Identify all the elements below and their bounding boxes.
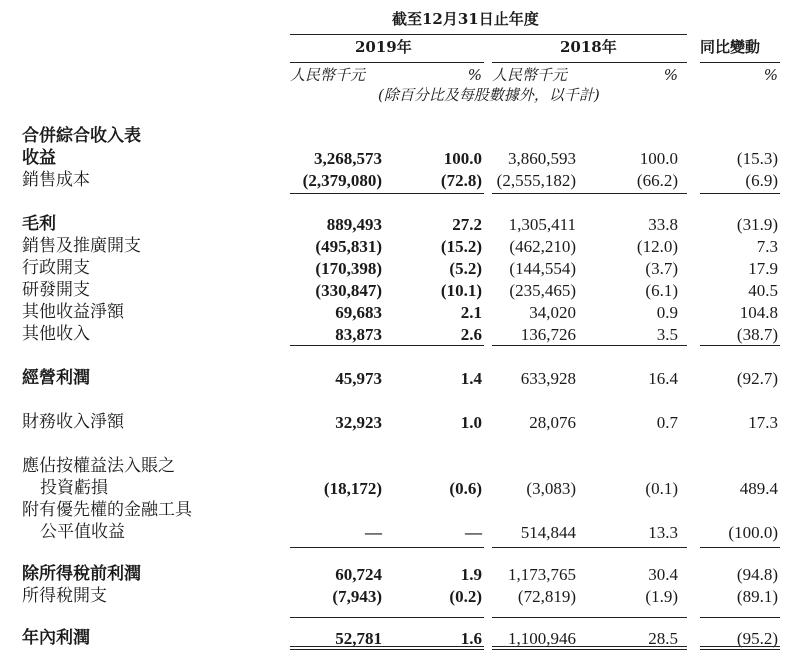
cell-p2018: 3.5: [656, 325, 678, 344]
row-label: 其他收益淨額: [22, 302, 124, 322]
double-rule-3a: [700, 646, 780, 647]
unit-pct-change: %: [763, 66, 778, 84]
cell-p2018: (1.9): [645, 587, 678, 606]
cell-p2018: 100.0: [639, 149, 678, 168]
row-label: 所得稅開支: [22, 586, 107, 606]
cell-v2018: 3,860,593: [508, 149, 576, 168]
row-label: 除所得稅前利潤: [22, 564, 141, 584]
cell-p2019: 27.2: [452, 215, 482, 234]
cell-v2019: 60,724: [335, 565, 382, 584]
cell-v2019: (330,847): [315, 281, 382, 300]
double-rule-2b: [492, 649, 687, 650]
double-rule-2a: [492, 646, 687, 647]
cell-v2018: (3,083): [526, 479, 576, 498]
cell-p2018: 0.9: [656, 303, 678, 322]
cell-v2019: 32,923: [335, 413, 382, 432]
cell-p2018: 28.5: [648, 629, 678, 648]
cell-p2019: (15.2): [440, 237, 482, 256]
double-rule-1a: [290, 646, 484, 647]
cell-p2018: (0.1): [645, 479, 678, 498]
period-rule: [290, 34, 687, 35]
change-heading: 同比變動: [700, 38, 761, 56]
row-label: 銷售及推廣開支: [22, 236, 141, 256]
rule-after-cost-chg: [700, 193, 780, 194]
row-label: 研發開支: [22, 280, 90, 300]
cell-v2018: (462,210): [509, 237, 576, 256]
cell-p2019: 1.0: [460, 413, 482, 432]
rule-before-net-2018: [492, 617, 687, 618]
cell-chg: 17.3: [748, 413, 778, 432]
cell-chg: (100.0): [728, 523, 778, 542]
cell-v2018: 34,020: [529, 303, 576, 322]
row-label: 其他收入: [22, 324, 90, 344]
rule-before-pretax: [290, 547, 484, 548]
cell-v2019: (170,398): [315, 259, 382, 278]
cell-v2019: —: [365, 523, 382, 542]
row-label: 財務收入淨額: [22, 412, 124, 432]
rule-before-pretax-chg: [700, 547, 780, 548]
cell-v2019: (7,943): [332, 587, 382, 606]
row-label: 銷售成本: [22, 170, 90, 190]
cell-v2018: 28,076: [529, 413, 576, 432]
rule-before-net: [290, 617, 484, 618]
row-label: 應佔按權益法入賬之: [22, 456, 175, 476]
cell-p2019: 100.0: [443, 149, 482, 168]
unit-note: (除百分比及每股數據外，以千計): [378, 86, 600, 104]
cell-chg: (95.2): [736, 629, 778, 648]
cell-v2019: 69,683: [335, 303, 382, 322]
cell-p2018: (6.1): [645, 281, 678, 300]
cell-chg: (31.9): [736, 215, 778, 234]
cell-chg: (38.7): [736, 325, 778, 344]
cell-p2019: —: [465, 523, 482, 542]
double-rule-3b: [700, 649, 780, 650]
cell-p2018: 30.4: [648, 565, 678, 584]
cell-v2018: 514,844: [520, 523, 576, 542]
cell-p2019: 1.9: [460, 565, 482, 584]
cell-v2019: 52,781: [335, 629, 382, 648]
cell-p2018: 16.4: [648, 369, 678, 388]
cell-v2019: (18,172): [323, 479, 382, 498]
cell-chg: 7.3: [756, 237, 778, 256]
cell-v2019: 889,493: [326, 215, 382, 234]
row-label: 行政開支: [22, 258, 90, 278]
cell-p2018: (12.0): [636, 237, 678, 256]
rule-after-cost: [290, 193, 484, 194]
unit-rmb-2019: 人民幣千元: [290, 66, 366, 84]
row-label: 毛利: [22, 214, 56, 234]
rule-before-pretax-2018: [492, 547, 687, 548]
change-rule: [700, 62, 780, 63]
cell-chg: (15.3): [736, 149, 778, 168]
section-title: 合併綜合收入表: [22, 126, 141, 146]
unit-pct-2019: %: [467, 66, 482, 84]
double-rule-1b: [290, 649, 484, 650]
cell-p2018: 13.3: [648, 523, 678, 542]
cell-p2019: (0.6): [449, 479, 482, 498]
cell-p2018: 33.8: [648, 215, 678, 234]
unit-rmb-2018: 人民幣千元: [492, 66, 568, 84]
cell-v2019: (2,379,080): [302, 171, 382, 190]
cell-p2019: 1.6: [460, 629, 482, 648]
year-2019-heading: 2019年: [355, 38, 412, 56]
row-label: 經營利潤: [22, 368, 90, 388]
cell-p2018: (66.2): [636, 171, 678, 190]
row-label: 年內利潤: [22, 628, 90, 648]
cell-p2019: (72.8): [440, 171, 482, 190]
row-label: 收益: [22, 148, 56, 168]
cell-v2018: (235,465): [509, 281, 576, 300]
cell-p2018: (3.7): [645, 259, 678, 278]
rule-before-op-chg: [700, 345, 780, 346]
rule-after-cost-2018: [492, 193, 687, 194]
rule-before-op: [290, 345, 484, 346]
cell-p2018: 0.7: [656, 413, 678, 432]
row-label-continued: 投資虧損: [40, 478, 108, 498]
year-2019-rule: [290, 62, 484, 63]
cell-chg: (89.1): [736, 587, 778, 606]
cell-p2019: 2.6: [460, 325, 482, 344]
cell-chg: 104.8: [739, 303, 778, 322]
cell-p2019: (10.1): [440, 281, 482, 300]
cell-v2018: 1,173,765: [508, 565, 576, 584]
rule-before-op-2018: [492, 345, 687, 346]
cell-p2019: (5.2): [449, 259, 482, 278]
cell-chg: (6.9): [745, 171, 778, 190]
cell-v2018: (2,555,182): [496, 171, 576, 190]
cell-chg: 40.5: [748, 281, 778, 300]
cell-v2019: 83,873: [335, 325, 382, 344]
period-heading: 截至12月31日止年度: [392, 10, 539, 28]
year-2018-rule: [492, 62, 687, 63]
cell-v2018: (144,554): [509, 259, 576, 278]
cell-chg: 17.9: [748, 259, 778, 278]
cell-p2019: 1.4: [460, 369, 482, 388]
cell-p2019: (0.2): [449, 587, 482, 606]
cell-v2019: (495,831): [315, 237, 382, 256]
cell-chg: (92.7): [736, 369, 778, 388]
unit-pct-2018: %: [663, 66, 678, 84]
year-2018-heading: 2018年: [560, 38, 617, 56]
cell-v2018: (72,819): [517, 587, 576, 606]
cell-chg: (94.8): [736, 565, 778, 584]
row-label-continued: 公平值收益: [40, 522, 125, 542]
cell-v2019: 3,268,573: [314, 149, 382, 168]
row-label: 附有優先權的金融工具: [22, 500, 192, 520]
cell-v2018: 633,928: [520, 369, 576, 388]
cell-v2018: 1,100,946: [508, 629, 576, 648]
rule-before-net-chg: [700, 617, 780, 618]
cell-v2018: 136,726: [520, 325, 576, 344]
cell-v2019: 45,973: [335, 369, 382, 388]
cell-chg: 489.4: [739, 479, 778, 498]
cell-p2019: 2.1: [460, 303, 482, 322]
cell-v2018: 1,305,411: [508, 215, 576, 234]
